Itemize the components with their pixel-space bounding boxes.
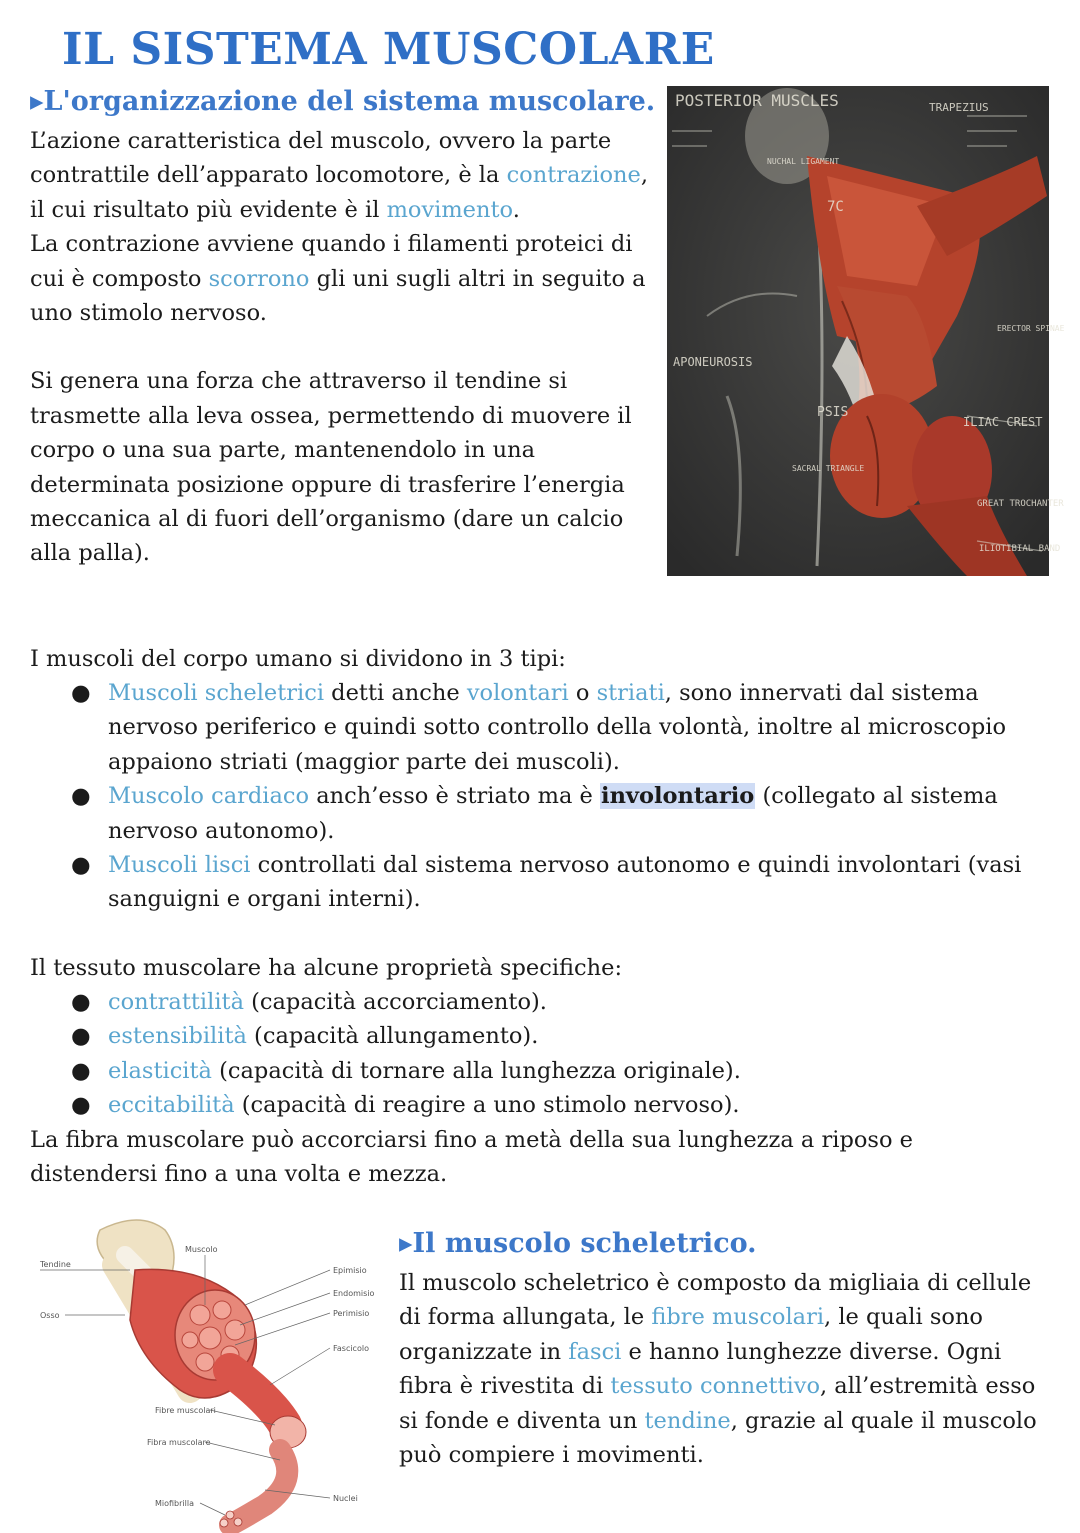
text-span: , il cui risultato più evidente è il — [30, 162, 648, 223]
text-span: , le quali sono organizzate in — [399, 1304, 983, 1365]
list-item — [30, 779, 1050, 848]
paragraph-contrazione — [30, 124, 655, 227]
keyword-contrattilita: contrattilità — [108, 989, 244, 1015]
paragraph-muscolo-scheletrico — [399, 1266, 1059, 1472]
text-span: Il muscolo scheletrico è composto da migliaia di cellule di forma allungata, le — [399, 1270, 1032, 1331]
intro-text-block — [30, 124, 655, 571]
text-span: gli uni sugli altri in seguito a uno stimolo nervoso. — [30, 265, 646, 327]
list-item — [30, 1054, 1050, 1088]
text-span: , sono innervati dal sistema nervoso periferico e quindi sotto controllo della volontà, inoltre al microscopio appaiono striati (maggior parte dei muscoli). — [108, 680, 1007, 775]
keyword-tendine: tendine — [644, 1407, 731, 1434]
label-psis: PSIS — [817, 405, 849, 420]
keyword-eccitabilita: eccitabilità — [108, 1092, 235, 1119]
keyword-lisci: Muscoli lisci — [108, 852, 251, 879]
label-tendine: Tendine — [40, 1260, 71, 1269]
muscle-types-intro: I muscoli del corpo umano si dividono in 3 tipi: — [30, 646, 566, 672]
section-heading-muscolo-scheletrico: ▸Il muscolo scheletrico. — [399, 1228, 757, 1259]
text-span: anch’esso è striato ma è — [309, 783, 601, 810]
keyword-estensibilita: estensibilità — [108, 1023, 247, 1050]
label-posterior-muscles: POSTERIOR MUSCLES — [675, 91, 839, 110]
keyword-elasticita: elasticità — [108, 1057, 212, 1084]
text-span: (capacità di reagire a uno stimolo nervoso). — [234, 1092, 740, 1119]
bullet-icon: ● — [71, 1092, 91, 1119]
muscle-types-list — [30, 676, 1050, 917]
text-span: e hanno lunghezze diverse. Ogni fibra è rivestita di — [399, 1338, 1002, 1400]
list-item — [30, 1088, 1050, 1122]
skeletal-muscle-diagram — [30, 1210, 380, 1530]
keyword-fasci: fasci — [568, 1338, 622, 1365]
text-span: L’azione caratteristica del muscolo, ovvero la parte contrattile dell’apparato locomotore, è la — [30, 128, 612, 189]
label-trochanter: GREAT TROCHANTER — [977, 499, 1064, 509]
paragraph-filamenti — [30, 227, 655, 330]
text-span: . — [512, 196, 520, 223]
properties-list — [30, 985, 1050, 1123]
text-span: (capacità allungamento). — [246, 1023, 539, 1050]
list-item — [30, 676, 1050, 779]
keyword-fibre-muscolari: fibre muscolari — [651, 1304, 825, 1331]
page-title: IL SISTEMA MUSCOLARE — [62, 24, 715, 75]
bullet-icon: ● — [71, 989, 91, 1015]
label-nuchal: NUCHAL LIGAMENT — [767, 157, 840, 166]
label-fibra-muscolare: Fibra muscolare — [147, 1438, 211, 1447]
label-erector: ERECTOR SPINAE — [997, 324, 1065, 333]
bullet-icon: ● — [71, 783, 91, 810]
label-osso: Osso — [40, 1311, 60, 1320]
text-span: o — [568, 680, 597, 706]
label-7c: 7C — [827, 199, 844, 215]
bullet-icon: ● — [71, 1057, 91, 1084]
label-iliac-crest: ILIAC CREST — [963, 415, 1043, 429]
text-span: , grazie al quale il muscolo può compiere i movimenti. — [399, 1407, 1037, 1469]
label-miofibrilla: Miofibrilla — [155, 1499, 194, 1508]
keyword-tessuto-connettivo: tessuto connettivo — [610, 1373, 820, 1400]
properties-intro: Il tessuto muscolare ha alcune proprietà specifiche: — [30, 955, 623, 981]
text-span: La contrazione avviene quando i filamenti proteici di cui è composto — [30, 231, 633, 292]
label-perimisio: Perimisio — [333, 1309, 370, 1318]
text-span: controllati dal sistema nervoso autonomo e quindi involontari (vasi sanguigni e organi interni). — [108, 852, 1022, 913]
label-sacral: SACRAL TRIANGLE — [792, 464, 865, 473]
keyword-contrazione: contrazione — [506, 162, 641, 189]
posterior-muscles-image — [667, 86, 1065, 576]
text-span: (collegato al sistema nervoso autonomo). — [108, 783, 998, 844]
keyword-movimento: movimento — [386, 196, 513, 223]
label-aponeurosis: APONEUROSIS — [673, 355, 753, 369]
keyword-striati: striati — [596, 680, 665, 706]
list-item — [30, 985, 1050, 1019]
text-span: detti anche — [324, 680, 467, 706]
section-heading-organizzazione: ▸L'organizzazione del sistema muscolare. — [30, 86, 656, 117]
label-muscolo: Muscolo — [185, 1245, 218, 1254]
keyword-scorrono: scorrono — [208, 265, 310, 292]
text-span: (capacità accorciamento). — [243, 989, 547, 1015]
label-trapezius: TRAPEZIUS — [929, 101, 989, 114]
label-fascicolo: Fascicolo — [333, 1344, 369, 1353]
bullet-icon: ● — [71, 1023, 91, 1050]
keyword-cardiaco: Muscolo cardiaco — [108, 783, 310, 810]
highlighted-involontario: involontario — [601, 783, 755, 810]
label-epimisio: Epimisio — [333, 1266, 367, 1275]
list-item — [30, 848, 1050, 917]
paragraph-forza: Si genera una forza che attraverso il tendine si trasmette alla leva ossea, permettendo di muovere il corpo o una sua parte, mantenendolo in una determinata posizione oppure di trasferire l’energia meccanica al di fuori dell’organismo (dare un calcio alla palla). — [30, 368, 632, 567]
keyword-volontari: volontari — [466, 680, 569, 706]
label-iliotibial: ILIOTIBIAL BAND — [979, 544, 1061, 554]
keyword-scheletrici: Muscoli scheletrici — [108, 680, 325, 706]
bullet-icon: ● — [71, 680, 91, 706]
label-endomisio: Endomisio — [333, 1289, 375, 1298]
list-item — [30, 1019, 1050, 1053]
label-nuclei: Nuclei — [333, 1494, 358, 1503]
bullet-icon: ● — [71, 852, 91, 879]
label-fibre-muscolari: Fibre muscolari — [155, 1406, 216, 1415]
text-span: , all’estremità esso si fonde e diventa un — [399, 1373, 1036, 1434]
text-span: (capacità di tornare alla lunghezza originale). — [211, 1057, 741, 1084]
fibre-length-paragraph: La fibra muscolare può accorciarsi fino a metà della sua lunghezza a riposo e distendersi fino a una volta e mezza. — [30, 1127, 913, 1188]
